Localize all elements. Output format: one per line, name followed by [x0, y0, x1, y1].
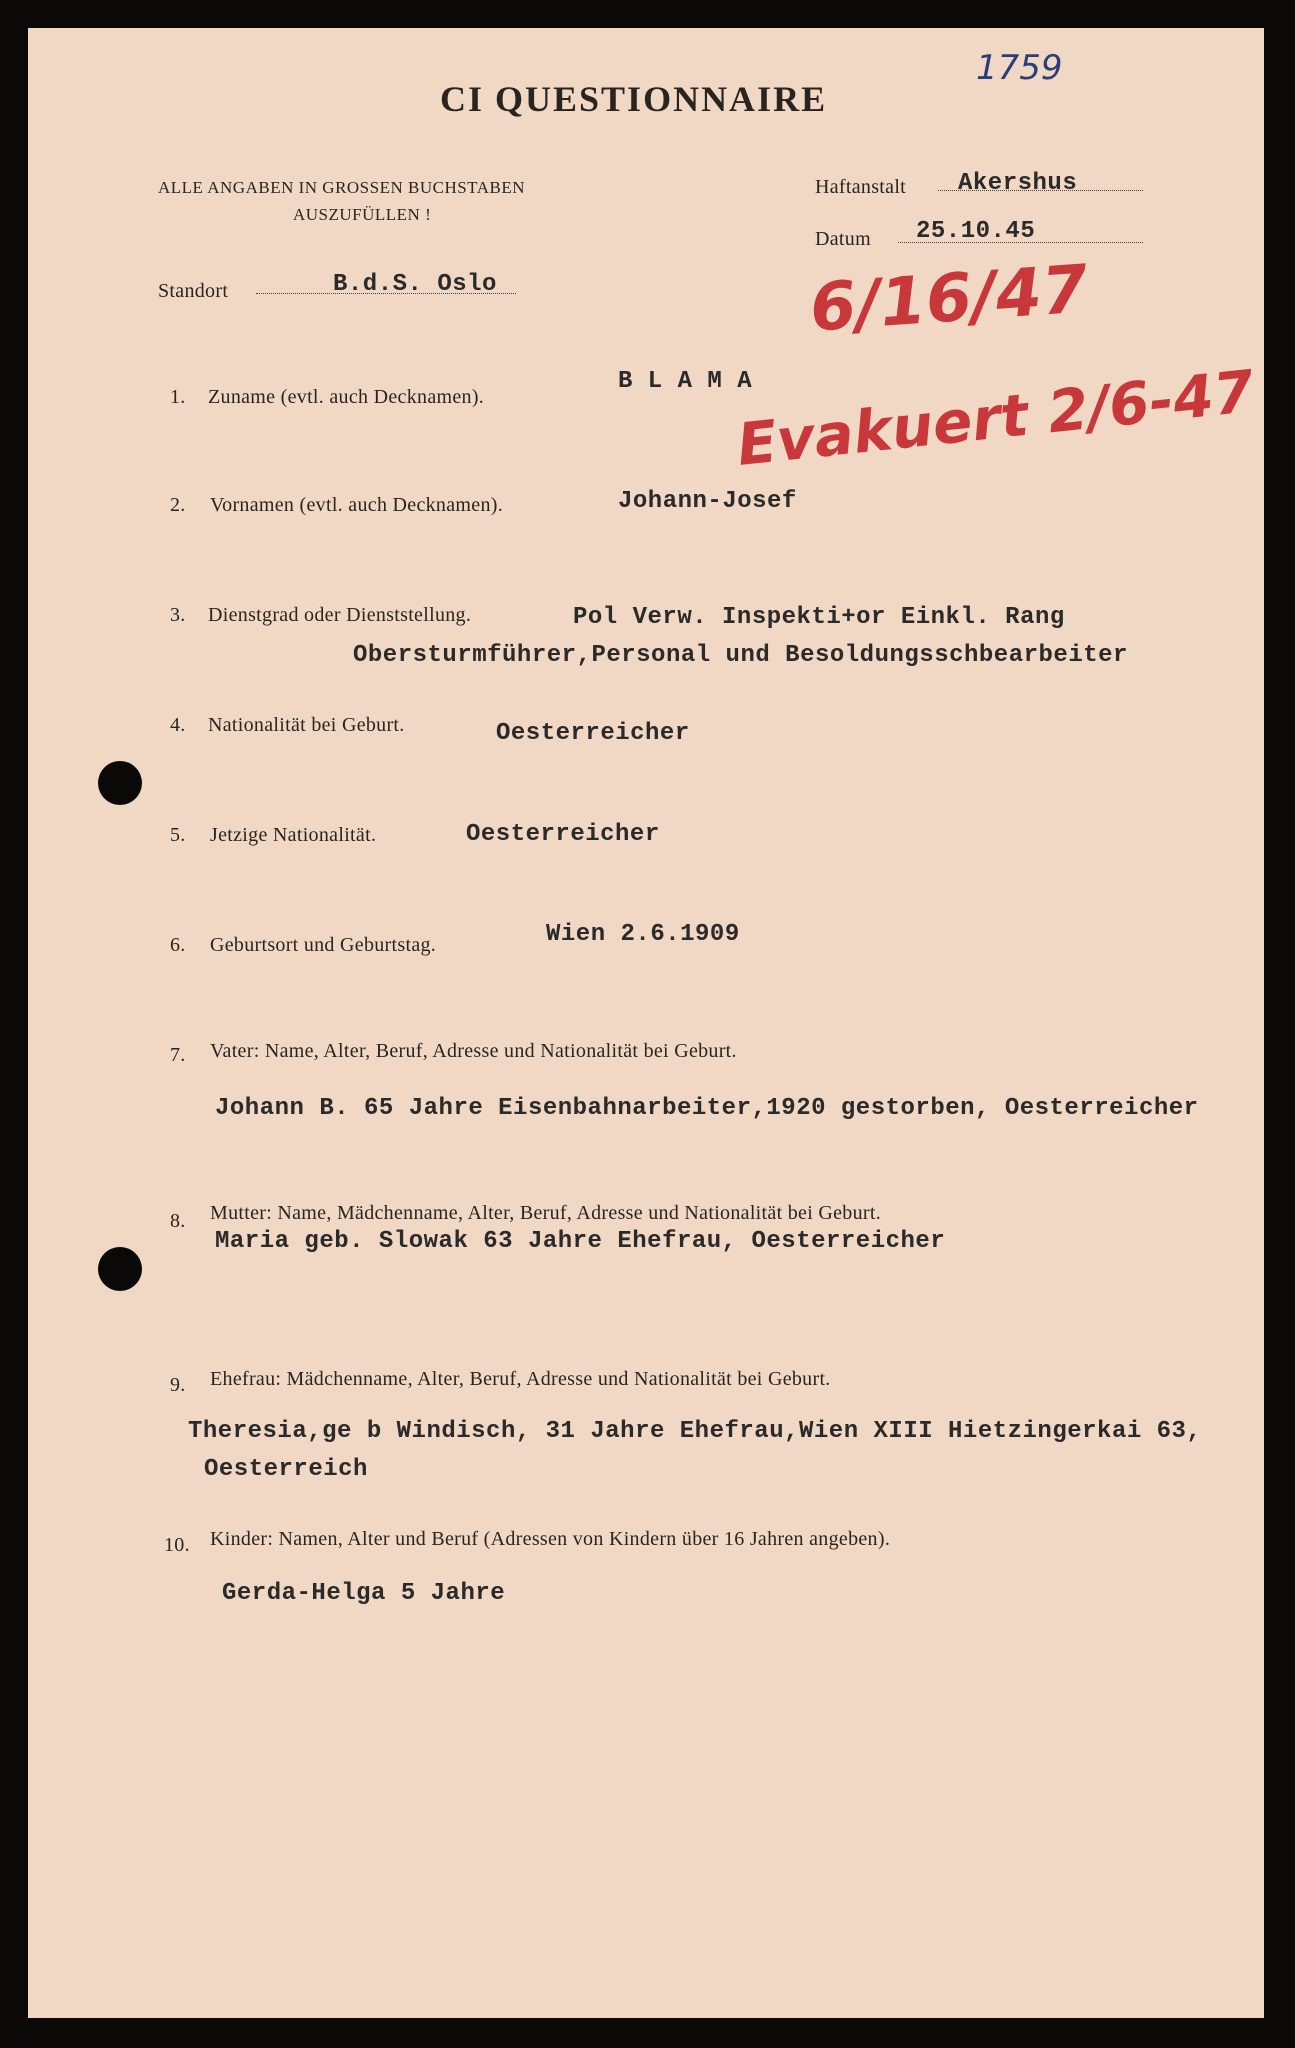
question-6-answer: Wien 2.6.1909	[546, 921, 740, 948]
question-5-answer: Oesterreicher	[466, 821, 660, 848]
question-10-label: Kinder: Namen, Alter und Beruf (Adressen von Kindern über 16 Jahren angeben).	[210, 1528, 891, 1550]
question-1-label: Zuname (evtl. auch Decknamen).	[208, 386, 485, 408]
question-6-label: Geburtsort und Geburtstag.	[210, 934, 437, 956]
question-8-answer: Maria geb. Slowak 63 Jahre Ehefrau, Oesterreicher	[215, 1228, 946, 1255]
question-3-number: 3.	[170, 604, 186, 626]
question-10-answer: Gerda-Helga 5 Jahre	[222, 1580, 506, 1607]
question-9-answer-line-1: Theresia,ge b Windisch, 31 Jahre Ehefrau,Wien XIII Hietzingerkai 63,	[188, 1418, 1202, 1445]
question-3-answer-line-1: Pol Verw. Inspekti+or Einkl. Rang	[573, 604, 1065, 631]
question-10-number: 10.	[164, 1534, 190, 1556]
haftanstalt-label: Haftanstalt	[815, 176, 907, 198]
question-4-number: 4.	[170, 714, 186, 736]
question-9-number: 9.	[170, 1374, 186, 1396]
question-3-label: Dienstgrad oder Dienststellung.	[208, 604, 472, 626]
question-9-label: Ehefrau: Mädchenname, Alter, Beruf, Adresse und Nationalität bei Geburt.	[210, 1368, 831, 1390]
question-4-label: Nationalität bei Geburt.	[208, 714, 405, 736]
question-8-label: Mutter: Name, Mädchenname, Alter, Beruf, Adresse und Nationalität bei Geburt.	[210, 1202, 881, 1224]
question-2-number: 2.	[170, 494, 186, 516]
question-9-answer-line-2: Oesterreich	[204, 1456, 368, 1483]
question-8-number: 8.	[170, 1210, 186, 1232]
red-stamp-date: 6/16/47	[807, 250, 1091, 347]
question-5-label: Jetzige Nationalität.	[210, 824, 377, 846]
standort-label: Standort	[158, 280, 229, 302]
instruction-line-1: ALLE ANGABEN IN GROSSEN BUCHSTABEN	[158, 178, 525, 197]
haftanstalt-value: Akershus	[958, 170, 1078, 197]
question-7-label: Vater: Name, Alter, Beruf, Adresse und Nationalität bei Geburt.	[210, 1040, 737, 1062]
standort-value: B.d.S. Oslo	[333, 271, 497, 298]
question-1-answer: B L A M A	[618, 368, 753, 395]
red-note-evakuert: Evakuert 2/6-47	[733, 357, 1258, 479]
question-4-answer: Oesterreicher	[496, 720, 690, 747]
datum-label: Datum	[815, 228, 871, 250]
question-2-label: Vornamen (evtl. auch Decknamen).	[210, 494, 504, 516]
question-5-number: 5.	[170, 824, 186, 846]
instruction-line-2: AUSZUFÜLLEN !	[293, 205, 432, 224]
questionnaire-page	[28, 28, 1264, 2018]
question-1-number: 1.	[170, 386, 186, 408]
question-2-answer: Johann-Josef	[618, 488, 797, 515]
question-7-number: 7.	[170, 1044, 186, 1066]
punch-hole-upper	[98, 761, 142, 805]
question-7-answer: Johann B. 65 Jahre Eisenbahnarbeiter,1920 gestorben, Oesterreicher	[215, 1095, 1199, 1122]
punch-hole-lower	[98, 1247, 142, 1291]
question-3-answer-line-2: Obersturmführer,Personal und Besoldungsschbearbeiter	[353, 642, 1128, 669]
doc-number: 1759	[976, 48, 1063, 88]
datum-value: 25.10.45	[916, 218, 1036, 245]
page-title: CI QUESTIONNAIRE	[440, 79, 828, 119]
question-6-number: 6.	[170, 934, 186, 956]
